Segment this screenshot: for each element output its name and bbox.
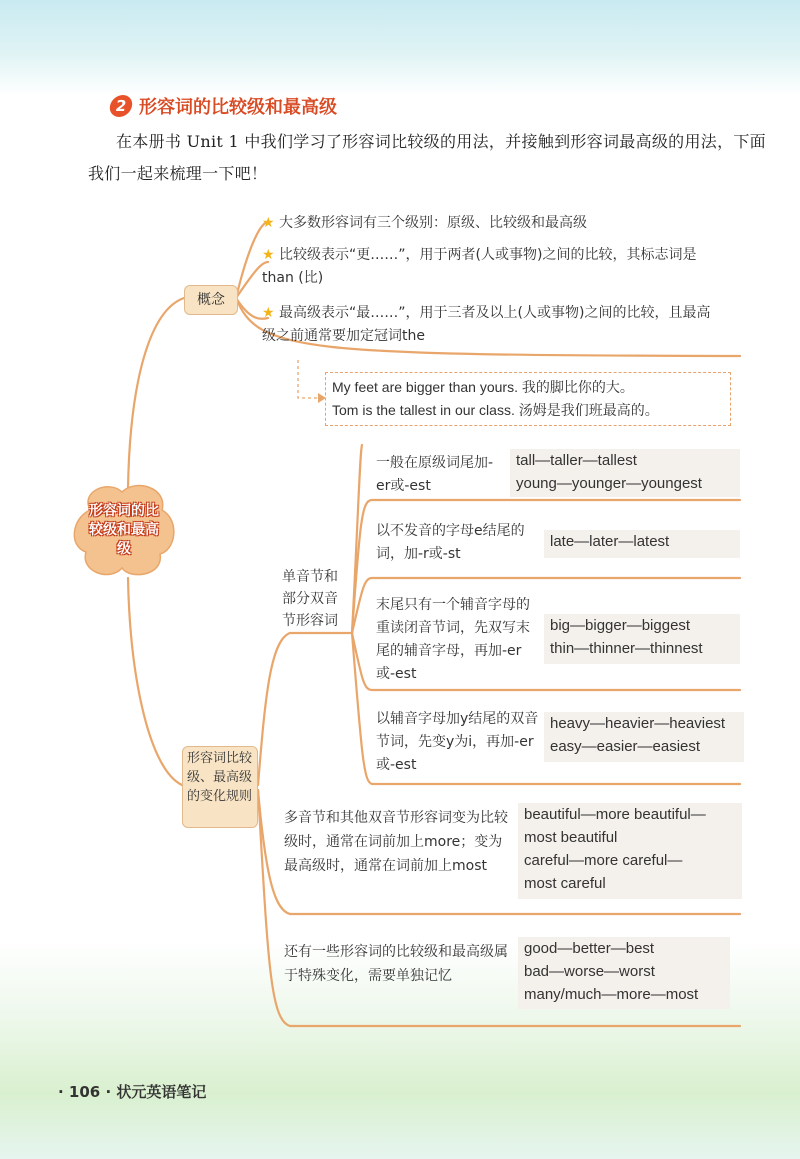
rule-2-examples: late—later—latest (544, 530, 740, 558)
star-icon: ★ (262, 305, 275, 321)
star-icon: ★ (262, 215, 275, 231)
rule-3-text: 末尾只有一个辅音字母的重读闭音节词，先双写末尾的辅音字母，再加-er或-est (376, 597, 530, 682)
rule-4-text: 以辅音字母加y结尾的双音节词，先变y为i，再加-er或-est (376, 711, 539, 773)
concept-node: 概念 (184, 285, 238, 315)
rule-4-examples: heavy—heavier—heaviest easy—easier—easiest (544, 712, 744, 762)
rules-node: 形容词比较级、最高级的变化规则 (182, 746, 258, 828)
rule-3-examples: big—bigger—biggest thin—thinner—thinnest (544, 614, 740, 664)
irregular-examples: good—better—best bad—worse—worst many/much—more—most (518, 937, 730, 1009)
example-box (325, 372, 731, 426)
star-icon: ★ (262, 247, 275, 263)
example-line-1: My feet are bigger than yours. 我的脚比你的大。 (332, 379, 634, 395)
irregular-text: 还有一些形容词的比较级和最高级属于特殊变化，需要单独记忆 (284, 944, 508, 984)
section-number-badge: 2 (108, 95, 134, 117)
rule-1-examples: tall—taller—tallest young—younger—youngest (510, 449, 740, 497)
monosyllabic-label: 单音节和部分双音节形容词 (282, 569, 338, 629)
example-line-2: Tom is the tallest in our class. 汤姆是我们班最高的。 (332, 402, 659, 418)
polysyllabic-text: 多音节和其他双音节形容词变为比较级时，通常在词前加上more；变为最高级时，通常在词前加上most (284, 810, 508, 874)
rule-2-text: 以不发音的字母e结尾的词，加-r或-st (376, 523, 525, 562)
concept-item-2: ★ 比较级表示“更……”，用于两者(人或事物)之间的比较，其标志词是than (比) (262, 247, 697, 286)
section-title: 形容词的比较级和最高级 (139, 97, 337, 118)
central-node (70, 480, 178, 580)
concept-item-3: ★ 最高级表示“最……”，用于三者及以上(人或事物)之间的比较，且最高级之前通常要加定冠词the (262, 305, 711, 344)
central-label: 形容词的比较级和最高级 (89, 502, 159, 557)
page-number-footer: · 106 · 状元英语笔记 (58, 1083, 207, 1101)
polysyllabic-examples: beautiful—more beautiful— most beautiful careful—more careful— most careful (518, 803, 742, 899)
concept-item-1: ★ 大多数形容词有三个级别：原级、比较级和最高级 (262, 215, 588, 231)
rule-1-text: 一般在原级词尾加-er或-est (376, 455, 494, 494)
intro-paragraph: 在本册书 Unit 1 中我们学习了形容词比较级的用法，并接触到形容词最高级的用法，下面我们一起来梳理一下吧！ (88, 132, 766, 183)
